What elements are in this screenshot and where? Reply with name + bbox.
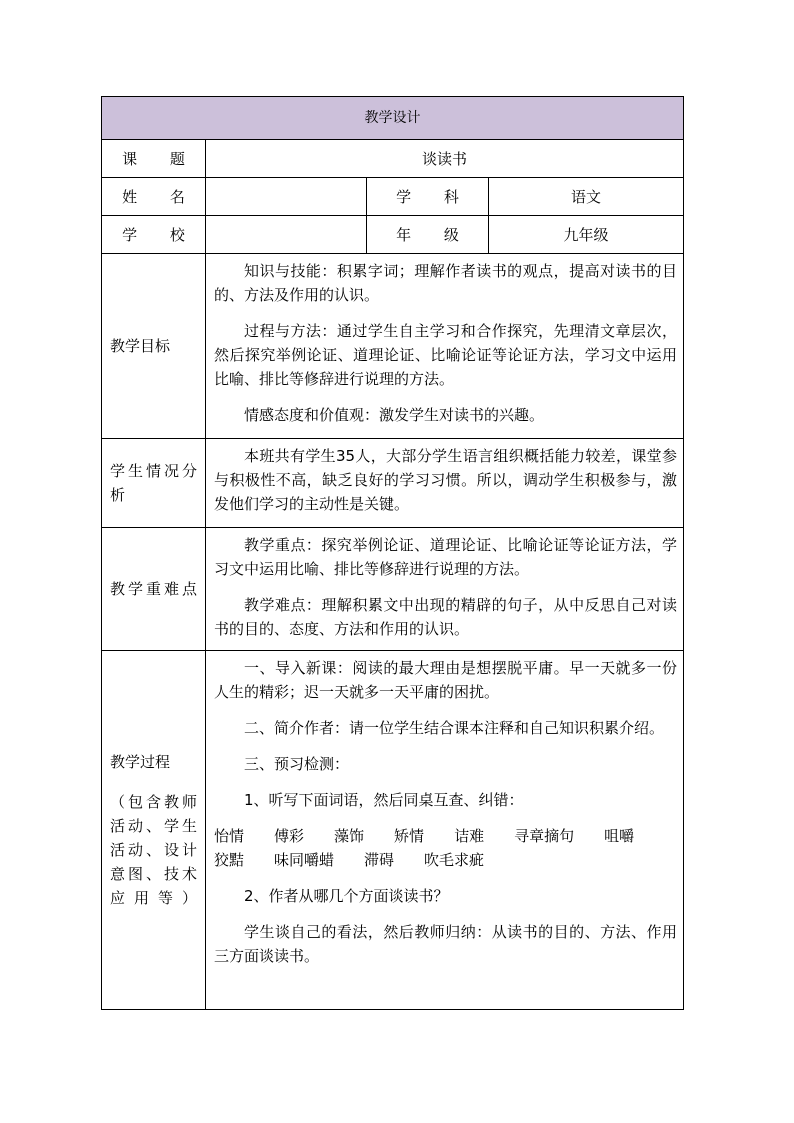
lesson-plan-table: [101, 96, 684, 1010]
process-preview-title: 三、预习检测：: [244, 755, 350, 773]
keypoints-content: [206, 528, 684, 651]
vocab-word: 矫情: [394, 827, 425, 845]
title-row: [102, 97, 684, 140]
process-content: [206, 651, 684, 1010]
process-summary: 学生谈自己的看法，然后教师归纳：从读书的目的、方法、作用三方面谈读书。: [214, 923, 677, 965]
name-value: [206, 178, 367, 216]
objective-process: 过程与方法：通过学生自主学习和合作探究，先理清文章层次，然后探究举例论证、道理论证、比喻论证等论证方法，学习文中运用比喻、排比等修辞进行说理的方法。: [214, 322, 677, 388]
vocab-word: 诘难: [454, 827, 485, 845]
process-label-cell: [102, 651, 206, 1010]
analysis-text: 本班共有学生35人，大部分学生语言组织概括能力较差，课堂参与积极性不高，缺乏良好的学习习惯。所以，调动学生积极参与，激发他们学习的主动性是关键。: [214, 447, 677, 513]
name-label: 姓 名: [102, 178, 206, 216]
vocab-word: 怡情: [214, 827, 245, 845]
school-value: [206, 216, 367, 254]
process-author: 二、简介作者：请一位学生结合课本注释和自己知识积累介绍。: [244, 719, 665, 737]
subject-value: 语文: [489, 178, 684, 216]
topic-label: 课 题: [102, 140, 206, 178]
process-label: 教学过程: [110, 753, 171, 771]
table-title: 教学设计: [102, 97, 684, 140]
grade-value: 九年级: [489, 216, 684, 254]
topic-row: [102, 140, 684, 178]
keypoint-focus: 教学重点：探究举例论证、道理论证、比喻论证等论证方法，学习文中运用比喻、排比等修辞进行说理的方法。: [214, 536, 677, 578]
vocab-word: 狡黠: [214, 851, 245, 869]
vocab-word: 寻章摘句: [514, 827, 575, 845]
vocab-word: 滞碍: [364, 851, 395, 869]
objective-attitude: 情感态度和价值观：激发学生对读书的兴趣。: [244, 406, 545, 424]
vocab-list: [214, 824, 677, 872]
process-sublabel: （包含教师活动、学生活动、设计意图、技术应用等）: [110, 793, 197, 907]
process-row: [102, 651, 684, 1010]
process-task2: 2、作者从哪几个方面谈读书？: [244, 887, 449, 905]
subject-label: 学 科: [367, 178, 489, 216]
school-row: [102, 216, 684, 254]
name-row: [102, 178, 684, 216]
vocab-word: 咀嚼: [604, 827, 635, 845]
objective-knowledge: 知识与技能：积累字词；理解作者读书的观点，提高对读书的目的、方法及作用的认识。: [214, 262, 677, 304]
analysis-label: 学生情况分析: [102, 439, 206, 528]
process-intro: 一、导入新课：阅读的最大理由是想摆脱平庸。早一天就多一份人生的精彩；迟一天就多一天平庸的困扰。: [214, 659, 677, 701]
process-task1: 1、听写下面词语，然后同桌互查、纠错：: [244, 791, 524, 809]
topic-value: 谈读书: [206, 140, 684, 178]
keypoint-difficulty: 教学难点：理解积累文中出现的精辟的句子，从中反思自己对读书的目的、态度、方法和作用的认识。: [214, 596, 677, 638]
analysis-content: [206, 439, 684, 528]
objectives-content: [206, 254, 684, 439]
objectives-label: 教学目标: [102, 254, 206, 439]
keypoints-label: 教学重难点: [102, 528, 206, 651]
school-label: 学 校: [102, 216, 206, 254]
vocab-word: 傅彩: [274, 827, 305, 845]
analysis-row: [102, 439, 684, 528]
keypoints-row: [102, 528, 684, 651]
vocab-word: 吹毛求疵: [424, 851, 485, 869]
grade-label: 年 级: [367, 216, 489, 254]
objectives-row: [102, 254, 684, 439]
vocab-word: 味同嚼蜡: [274, 851, 335, 869]
vocab-word: 藻饰: [334, 827, 365, 845]
